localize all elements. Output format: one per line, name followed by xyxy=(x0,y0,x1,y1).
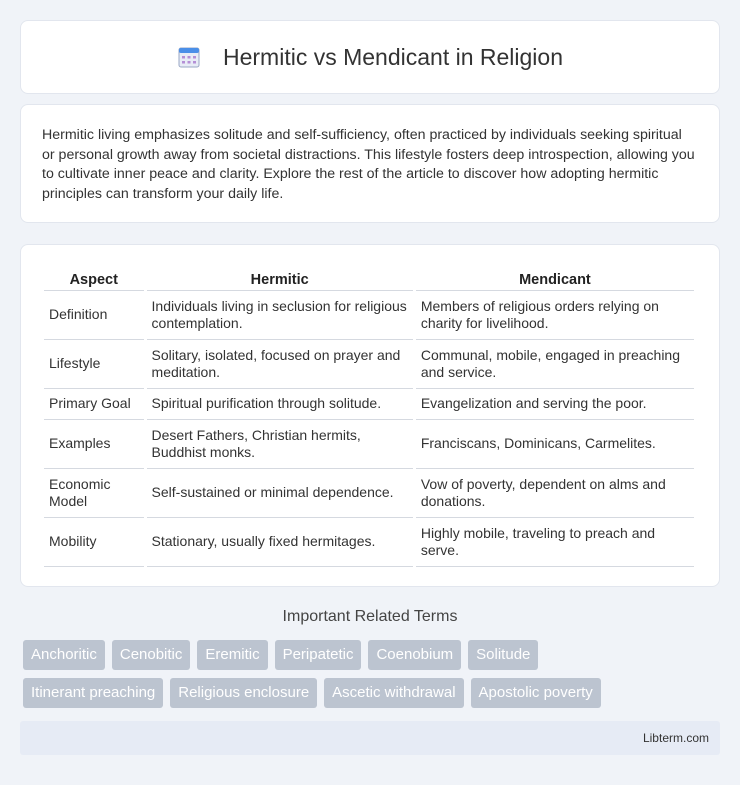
row-aspect: Mobility xyxy=(44,518,144,567)
row-aspect: Definition xyxy=(44,291,144,340)
row-mendicant: Communal, mobile, engaged in preaching and service. xyxy=(416,340,694,389)
related-terms xyxy=(23,640,723,716)
table-row xyxy=(44,340,694,389)
row-hermitic: Stationary, usually fixed hermitages. xyxy=(147,518,413,567)
tag-itinerant-preaching[interactable]: Itinerant preaching xyxy=(23,678,163,708)
table-row xyxy=(44,389,694,420)
tag-row xyxy=(23,678,723,708)
intro-card xyxy=(20,104,720,223)
tag-cenobitic[interactable]: Cenobitic xyxy=(112,640,191,670)
column-header-aspect: Aspect xyxy=(44,267,144,291)
row-mendicant: Franciscans, Dominicans, Carmelites. xyxy=(416,420,694,469)
row-hermitic: Self-sustained or minimal dependence. xyxy=(147,469,413,518)
tag-coenobium[interactable]: Coenobium xyxy=(368,640,461,670)
column-header-mendicant: Mendicant xyxy=(416,267,694,291)
row-hermitic: Individuals living in seclusion for religious contemplation. xyxy=(147,291,413,340)
table-row xyxy=(44,469,694,518)
table-row xyxy=(44,518,694,567)
footer-site-link[interactable]: Libterm.com xyxy=(642,731,709,745)
table-row xyxy=(44,291,694,340)
tag-row xyxy=(23,640,723,670)
row-mendicant: Members of religious orders relying on charity for livelihood. xyxy=(416,291,694,340)
tag-apostolic-poverty[interactable]: Apostolic poverty xyxy=(471,678,601,708)
intro-text: Hermitic living emphasizes solitude and self-sufficiency, often practiced by individuals seeking spiritual or personal growth away from societal distractions. This lifestyle fosters deep introspection, allowing you to cultivate inner peace and clarity. Explore the rest of the article to discover how adopting hermitic principles can transform your daily life. xyxy=(42,127,695,202)
row-mendicant: Evangelization and serving the poor. xyxy=(416,389,694,420)
row-hermitic: Solitary, isolated, focused on prayer and meditation. xyxy=(147,340,413,389)
tag-religious-enclosure[interactable]: Religious enclosure xyxy=(170,678,317,708)
tag-ascetic-withdrawal[interactable]: Ascetic withdrawal xyxy=(324,678,463,708)
comparison-table xyxy=(41,267,697,567)
column-header-hermitic: Hermitic xyxy=(147,267,413,291)
tag-solitude[interactable]: Solitude xyxy=(468,640,538,670)
tag-anchoritic[interactable]: Anchoritic xyxy=(23,640,105,670)
table-row xyxy=(44,420,694,469)
row-hermitic: Desert Fathers, Christian hermits, Buddhist monks. xyxy=(147,420,413,469)
row-hermitic: Spiritual purification through solitude. xyxy=(147,389,413,420)
footer xyxy=(20,721,720,755)
related-terms-title: Important Related Terms xyxy=(282,608,458,625)
calendar-icon xyxy=(177,45,201,69)
row-aspect: Primary Goal xyxy=(44,389,144,420)
row-mendicant: Vow of poverty, dependent on alms and donations. xyxy=(416,469,694,518)
tag-eremitic[interactable]: Eremitic xyxy=(197,640,267,670)
tag-peripatetic[interactable]: Peripatetic xyxy=(275,640,362,670)
row-aspect: Economic Model xyxy=(44,469,144,518)
row-aspect: Lifestyle xyxy=(44,340,144,389)
page-title: Hermitic vs Mendicant in Religion xyxy=(222,43,563,70)
header-card xyxy=(20,20,720,94)
row-aspect: Examples xyxy=(44,420,144,469)
comparison-card xyxy=(20,244,720,587)
row-mendicant: Highly mobile, traveling to preach and serve. xyxy=(416,518,694,567)
